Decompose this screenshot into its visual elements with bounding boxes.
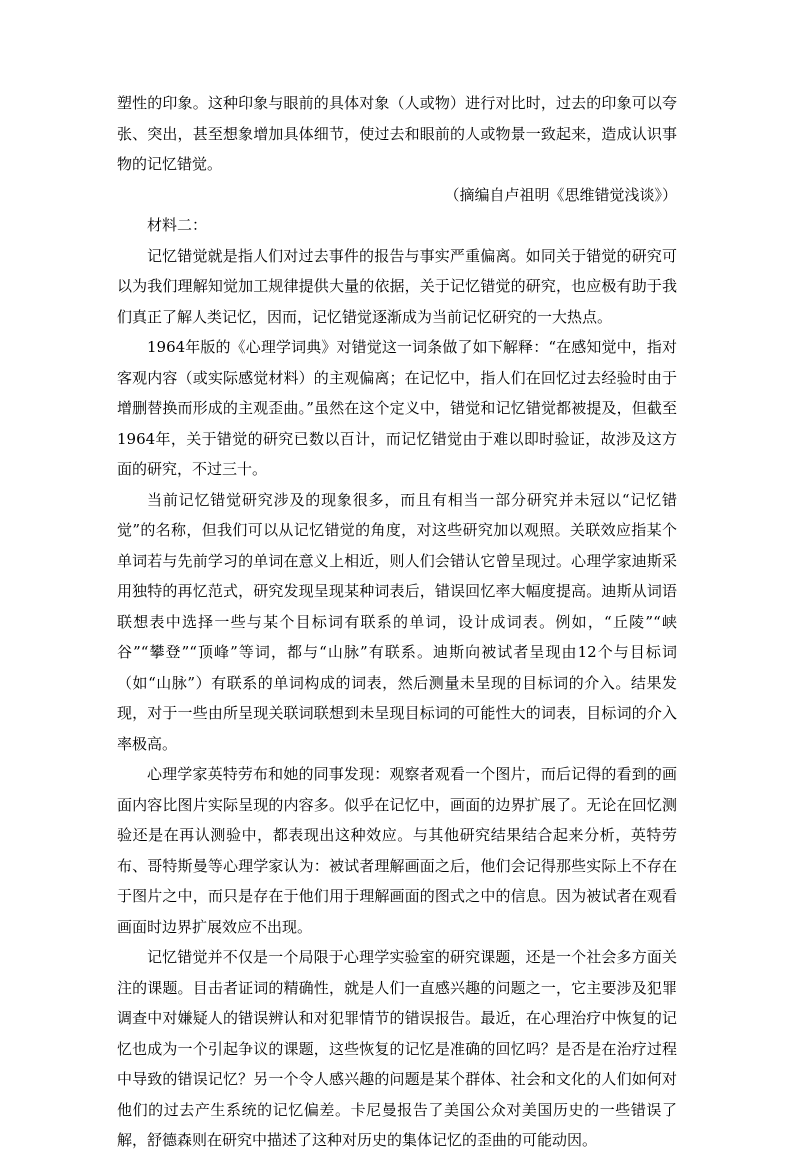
paragraph-intro: 塑性的印象。这种印象与眼前的具体对象（人或物）进行对比时，过去的印象可以夸张、突出，甚至想象增加具体细节，使过去和眼前的人或物景一致起来，造成认识事物的记忆错觉。: [117, 94, 677, 173]
section-heading: 材料二：: [147, 216, 208, 234]
paragraph-5: 记忆错觉并不仅是一个局限于心理学实验室的研究课题，还是一个社会多方面关注的课题。目击者证词的精确性，就是人们一直感兴趣的问题之一，它主要涉及犯罪调查中对嫌疑人的错误辨认和对犯罪情节的错误报告。最近，在心理治疗中恢复的记忆也成为一个引起争议的课题，这些恢复的记忆是准确的回忆吗？是否是在治疗过程中导致的错误记忆？另一个令人感兴趣的问题是某个群体、社会和文化的人们如何对他们的过去产生系统的记忆偏差。卡尼曼报告了美国公众对美国历史的一些错误了解，舒德森则在研究中描述了这种对历史的集体记忆的歪曲的可能动因。: [117, 948, 677, 1149]
paragraph-2: 1964年版的《心理学词典》对错觉这一词条做了如下解释：“在感知觉中，指对客观内容（或实际感觉材料）的主观偏离；在记忆中，指人们在回忆过去经验时由于增删替换而形成的主观歪曲。”虽然在这个定义中，错觉和记忆错觉都被提及，但截至1964年，关于错觉的研究已数以百计，而记忆错觉由于难以即时验证，故涉及这方面的研究，不过三十。: [117, 338, 677, 478]
document-page: [117, 88, 677, 1156]
source-citation: （摘编自卢祖明《思维错觉浅谈》）: [444, 185, 677, 204]
paragraph-4: 心理学家英特劳布和她的同事发现：观察者观看一个图片，而后记得的看到的画面内容比图片实际呈现的内容多。似乎在记忆中，画面的边界扩展了。无论在回忆测验还是在再认测验中，都表现出这种效应。与其他研究结果结合起来分析，英特劳布、哥特斯曼等心理学家认为：被试者理解画面之后，他们会记得那些实际上不存在于图片之中，而只是存在于他们用于理解画面的图式之中的信息。因为被试者在观看画面时边界扩展效应不出现。: [117, 765, 677, 936]
paragraph-3: 当前记忆错觉研究涉及的现象很多，而且有相当一部分研究并未冠以“记忆错觉”的名称，但我们可以从记忆错觉的角度，对这些研究加以观照。关联效应指某个单词若与先前学习的单词在意义上相近，则人们会错认它曾呈现过。心理学家迪斯采用独特的再忆范式，研究发现呈现某种词表后，错误回忆率大幅度提高。迪斯从词语联想表中选择一些与某个目标词有联系的单词，设计成词表。例如，“丘陵”“峡谷”“攀登”“顶峰”等词，都与“山脉”有联系。迪斯向被试者呈现由12个与目标词（如“山脉”）有联系的单词构成的词表，然后测量未呈现的目标词的介入。结果发现，对于一些由所呈现关联词联想到未呈现目标词的可能性大的词表，目标词的介入率极高。: [117, 490, 677, 753]
paragraph-1: 记忆错觉就是指人们对过去事件的报告与事实严重偏离。如同关于错觉的研究可以为我们理解知觉加工规律提供大量的依据，关于记忆错觉的研究，也应极有助于我们真正了解人类记忆，因而，记忆错觉逐渐成为当前记忆研究的一大热点。: [117, 246, 677, 326]
